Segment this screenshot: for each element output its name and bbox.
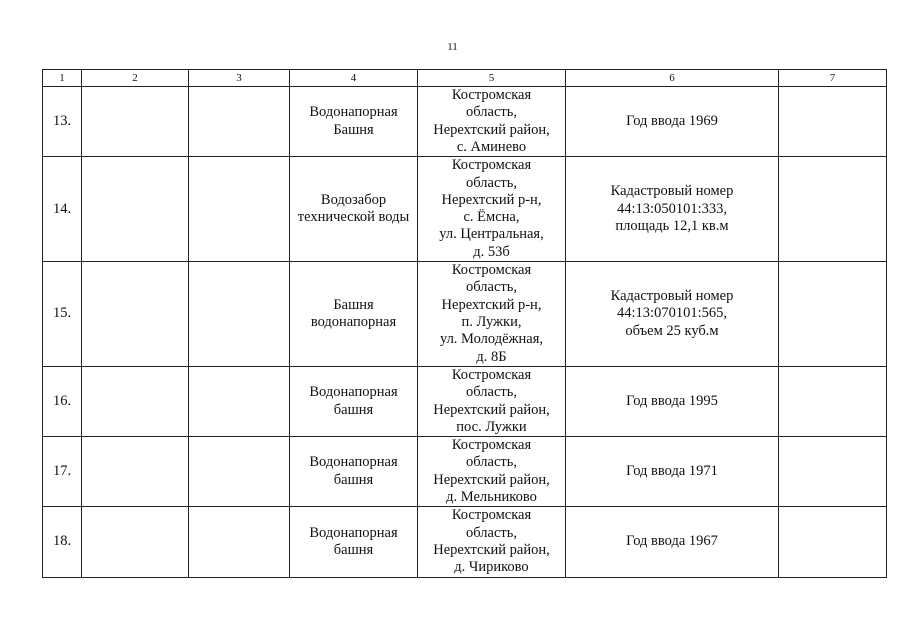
details-cell-line: Год ввода 1971 bbox=[626, 463, 718, 480]
address-cell-line: д. 53б bbox=[473, 243, 510, 260]
address-cell-line: Нерехтский район, bbox=[433, 541, 550, 558]
address-cell-line: область, bbox=[466, 384, 517, 401]
row-number-cell: 15. bbox=[43, 262, 82, 367]
details-cell bbox=[566, 437, 779, 507]
object-name-cell-line: Башня bbox=[333, 296, 374, 313]
empty-cell bbox=[189, 157, 290, 262]
column-number-row bbox=[43, 70, 887, 87]
address-cell-line: Костромская bbox=[451, 366, 532, 383]
details-cell-line: 44:13:070101:565, bbox=[617, 305, 727, 322]
row-number-cell: 14. bbox=[43, 157, 82, 262]
object-name-cell bbox=[290, 366, 418, 436]
details-cell bbox=[566, 87, 779, 157]
address-cell-line: с. Ёмсна, bbox=[463, 209, 520, 226]
table-row bbox=[43, 262, 887, 367]
details-cell-line: Год ввода 1969 bbox=[626, 112, 718, 129]
details-cell bbox=[566, 157, 779, 262]
address-cell-line: п. Лужки, bbox=[461, 314, 522, 331]
empty-cell bbox=[779, 507, 887, 577]
object-name-cell-line: Башня bbox=[333, 121, 374, 138]
object-name-cell-line: башня bbox=[333, 401, 374, 418]
address-cell-line: область, bbox=[466, 279, 517, 296]
address-cell-line: Нерехтский р-н, bbox=[441, 191, 542, 208]
table-row bbox=[43, 366, 887, 436]
address-cell-line: Нерехтский район, bbox=[433, 471, 550, 488]
address-cell bbox=[418, 366, 566, 436]
details-cell-line: Год ввода 1967 bbox=[626, 533, 718, 550]
address-cell bbox=[418, 157, 566, 262]
address-cell-line: д. 8Б bbox=[476, 348, 507, 365]
address-cell bbox=[418, 87, 566, 157]
object-name-cell-line: технической воды bbox=[297, 209, 410, 226]
column-header: 1 bbox=[43, 70, 82, 87]
table-row bbox=[43, 157, 887, 262]
row-number-cell: 13. bbox=[43, 87, 82, 157]
address-cell-line: д. Чириково bbox=[454, 559, 529, 576]
table-row bbox=[43, 507, 887, 577]
empty-cell bbox=[189, 437, 290, 507]
address-cell-line: Костромская bbox=[451, 507, 532, 524]
address-cell-line: Костромская bbox=[451, 87, 532, 103]
column-header: 4 bbox=[290, 70, 418, 87]
address-cell-line: Костромская bbox=[451, 262, 532, 279]
row-number-cell: 16. bbox=[43, 366, 82, 436]
details-cell-line: Год ввода 1995 bbox=[626, 392, 718, 409]
address-cell-line: Костромская bbox=[451, 157, 532, 174]
address-cell-line: Нерехтский р-н, bbox=[441, 296, 542, 313]
column-header: 6 bbox=[566, 70, 779, 87]
registry-table bbox=[42, 69, 887, 578]
address-cell-line: д. Мельниково bbox=[446, 489, 537, 506]
column-header: 2 bbox=[82, 70, 189, 87]
object-name-cell-line: башня bbox=[333, 471, 374, 488]
address-cell-line: область, bbox=[466, 104, 517, 121]
address-cell-line: ул. Молодёжная, bbox=[439, 331, 544, 348]
empty-cell bbox=[82, 437, 189, 507]
empty-cell bbox=[779, 262, 887, 367]
empty-cell bbox=[82, 157, 189, 262]
object-name-cell-line: Водонапорная bbox=[309, 104, 398, 121]
details-cell bbox=[566, 262, 779, 367]
empty-cell bbox=[779, 366, 887, 436]
details-cell-line: объем 25 куб.м bbox=[625, 322, 719, 339]
address-cell-line: с. Аминево bbox=[456, 138, 527, 155]
object-name-cell-line: башня bbox=[333, 541, 374, 558]
object-name-cell bbox=[290, 262, 418, 367]
details-cell bbox=[566, 507, 779, 577]
address-cell bbox=[418, 262, 566, 367]
details-cell bbox=[566, 366, 779, 436]
object-name-cell bbox=[290, 157, 418, 262]
details-cell-line: Кадастровый номер bbox=[610, 183, 734, 200]
empty-cell bbox=[82, 262, 189, 367]
empty-cell bbox=[82, 507, 189, 577]
object-name-cell-line: Водозабор bbox=[320, 191, 387, 208]
address-cell-line: область, bbox=[466, 454, 517, 471]
object-name-cell-line: Водонапорная bbox=[309, 524, 398, 541]
address-cell-line: Нерехтский район, bbox=[433, 401, 550, 418]
address-cell-line: Нерехтский район, bbox=[433, 121, 550, 138]
column-header: 7 bbox=[779, 70, 887, 87]
empty-cell bbox=[189, 262, 290, 367]
empty-cell bbox=[779, 87, 887, 157]
empty-cell bbox=[82, 366, 189, 436]
address-cell bbox=[418, 437, 566, 507]
address-cell-line: Костромская bbox=[451, 437, 532, 454]
empty-cell bbox=[779, 437, 887, 507]
table-row bbox=[43, 437, 887, 507]
object-name-cell bbox=[290, 507, 418, 577]
column-header: 3 bbox=[189, 70, 290, 87]
details-cell-line: Кадастровый номер bbox=[610, 288, 734, 305]
row-number-cell: 18. bbox=[43, 507, 82, 577]
empty-cell bbox=[82, 87, 189, 157]
address-cell bbox=[418, 507, 566, 577]
column-header: 5 bbox=[418, 70, 566, 87]
object-name-cell bbox=[290, 87, 418, 157]
table-row bbox=[43, 87, 887, 157]
object-name-cell-line: водонапорная bbox=[310, 314, 397, 331]
address-cell-line: ул. Центральная, bbox=[439, 226, 544, 243]
details-cell-line: 44:13:050101:333, bbox=[617, 200, 727, 217]
object-name-cell-line: Водонапорная bbox=[309, 454, 398, 471]
address-cell-line: область, bbox=[466, 524, 517, 541]
empty-cell bbox=[779, 157, 887, 262]
object-name-cell-line: Водонапорная bbox=[309, 384, 398, 401]
empty-cell bbox=[189, 366, 290, 436]
row-number-cell: 17. bbox=[43, 437, 82, 507]
details-cell-line: площадь 12,1 кв.м bbox=[615, 217, 729, 234]
address-cell-line: область, bbox=[466, 174, 517, 191]
empty-cell bbox=[189, 87, 290, 157]
object-name-cell bbox=[290, 437, 418, 507]
address-cell-line: пос. Лужки bbox=[456, 418, 527, 435]
empty-cell bbox=[189, 507, 290, 577]
page-number: 11 bbox=[447, 41, 458, 53]
